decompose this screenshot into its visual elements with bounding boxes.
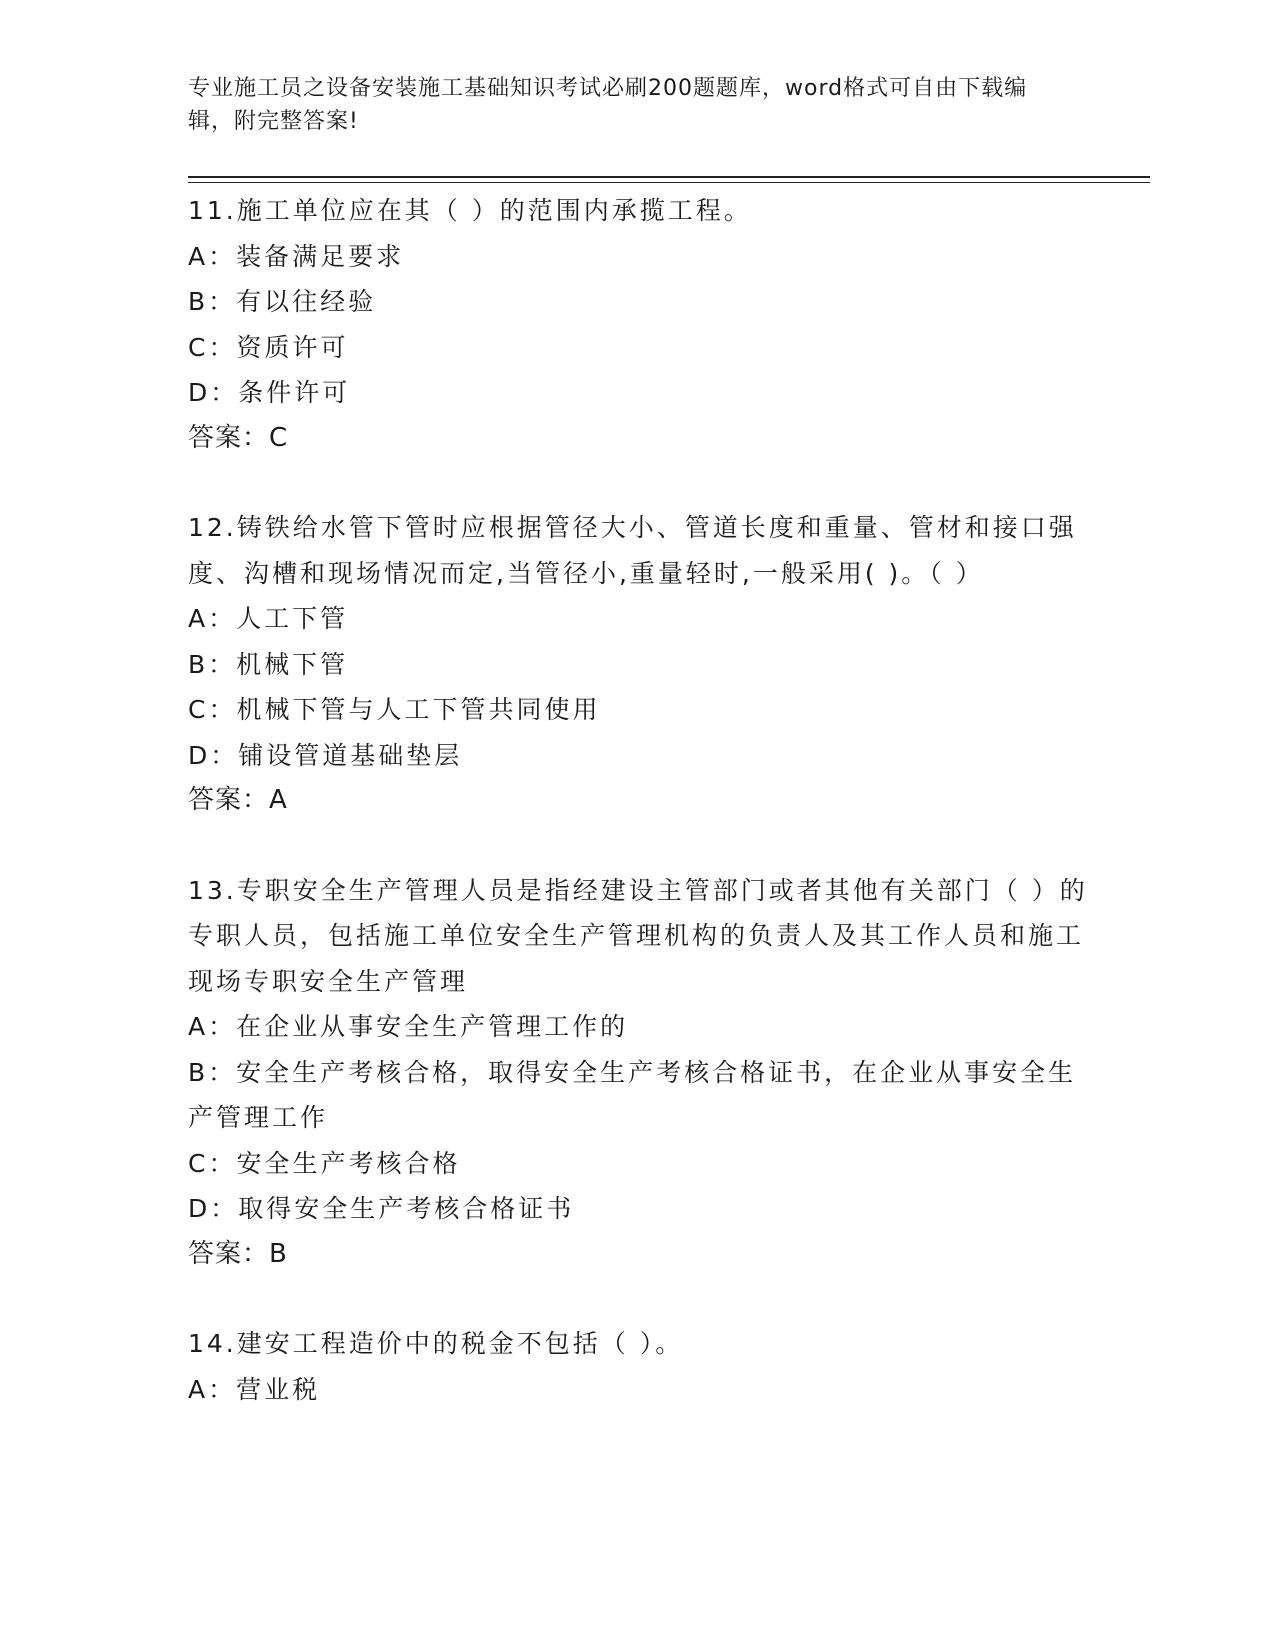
option-text: 机械下管 bbox=[236, 649, 349, 679]
option-key: A： bbox=[188, 1012, 237, 1041]
question-text: 12.铸铁给水管下管时应根据管径大小、管道长度和重量、管材和接口强度、沟槽和现场情况而定,当管径小,重量轻时,一般采用( )。（ ） bbox=[188, 513, 1077, 588]
option-text: 资质许可 bbox=[236, 332, 349, 362]
option-text: 铺设管道基础垫层 bbox=[238, 740, 463, 770]
option-c bbox=[188, 1141, 1088, 1187]
option-key: A： bbox=[188, 241, 237, 271]
option-a bbox=[188, 1367, 1088, 1413]
option-c bbox=[188, 325, 1088, 371]
option-a bbox=[188, 1004, 1088, 1050]
question-text: 13.专职安全生产管理人员是指经建设主管部门或者其他有关部门（ ）的专职人员，包括施工单位安全生产管理机构的负责人及其工作人员和施工现场专职安全生产管理 bbox=[188, 875, 1088, 996]
option-text: 有以往经验 bbox=[236, 287, 377, 316]
answer-label: 答案： bbox=[188, 422, 270, 453]
option-d bbox=[188, 370, 1088, 416]
answer-value: C bbox=[269, 422, 289, 453]
option-key: C： bbox=[188, 1148, 237, 1178]
option-text: 安全生产考核合格，取得安全生产考核合格证书，在企业从事安全生产管理工作 bbox=[188, 1057, 1077, 1132]
option-text: 营业税 bbox=[236, 1374, 321, 1404]
option-key: C： bbox=[188, 695, 237, 724]
option-key: D： bbox=[188, 378, 239, 407]
option-key: D： bbox=[188, 1194, 239, 1223]
question-12 bbox=[188, 505, 1088, 824]
option-key: B： bbox=[188, 1057, 237, 1087]
option-key: C： bbox=[188, 332, 237, 362]
option-text: 安全生产考核合格 bbox=[236, 1148, 461, 1178]
option-b bbox=[188, 279, 1088, 325]
answer-label: 答案： bbox=[188, 785, 270, 815]
option-key: A： bbox=[188, 1374, 237, 1404]
option-d bbox=[188, 733, 1088, 779]
option-a bbox=[188, 234, 1088, 280]
question-list bbox=[188, 188, 1088, 1456]
answer-line bbox=[188, 416, 1088, 462]
question-text: 14.建安工程造价中的税金不包括（ ）。 bbox=[188, 1329, 684, 1358]
question-14 bbox=[188, 1321, 1088, 1412]
option-text: 机械下管与人工下管共同使用 bbox=[236, 695, 601, 724]
answer-value: A bbox=[269, 785, 288, 815]
option-text: 条件许可 bbox=[238, 378, 351, 407]
option-key: B： bbox=[188, 287, 237, 316]
option-key: D： bbox=[188, 740, 239, 770]
option-key: B： bbox=[188, 649, 237, 679]
header-divider-thick bbox=[188, 176, 1150, 178]
answer-line bbox=[188, 1232, 1088, 1278]
answer-line bbox=[188, 778, 1088, 824]
option-d bbox=[188, 1186, 1088, 1232]
option-text: 取得安全生产考核合格证书 bbox=[238, 1194, 575, 1223]
answer-value: B bbox=[269, 1238, 288, 1269]
question-11 bbox=[188, 188, 1088, 461]
document-header: 专业施工员之设备安装施工基础知识考试必刷200题题库，word格式可自由下载编辑，附完整答案! bbox=[188, 76, 1028, 134]
question-13 bbox=[188, 868, 1088, 1278]
option-text: 人工下管 bbox=[236, 604, 349, 633]
option-b bbox=[188, 642, 1088, 688]
question-text: 11.施工单位应在其（ ）的范围内承揽工程。 bbox=[188, 196, 752, 225]
header-divider-thin bbox=[188, 182, 1150, 183]
option-a bbox=[188, 596, 1088, 642]
answer-label: 答案： bbox=[188, 1238, 270, 1269]
option-text: 装备满足要求 bbox=[236, 241, 405, 271]
option-c bbox=[188, 687, 1088, 733]
option-key: A： bbox=[188, 604, 237, 633]
option-b bbox=[188, 1050, 1088, 1141]
option-text: 在企业从事安全生产管理工作的 bbox=[236, 1012, 629, 1041]
